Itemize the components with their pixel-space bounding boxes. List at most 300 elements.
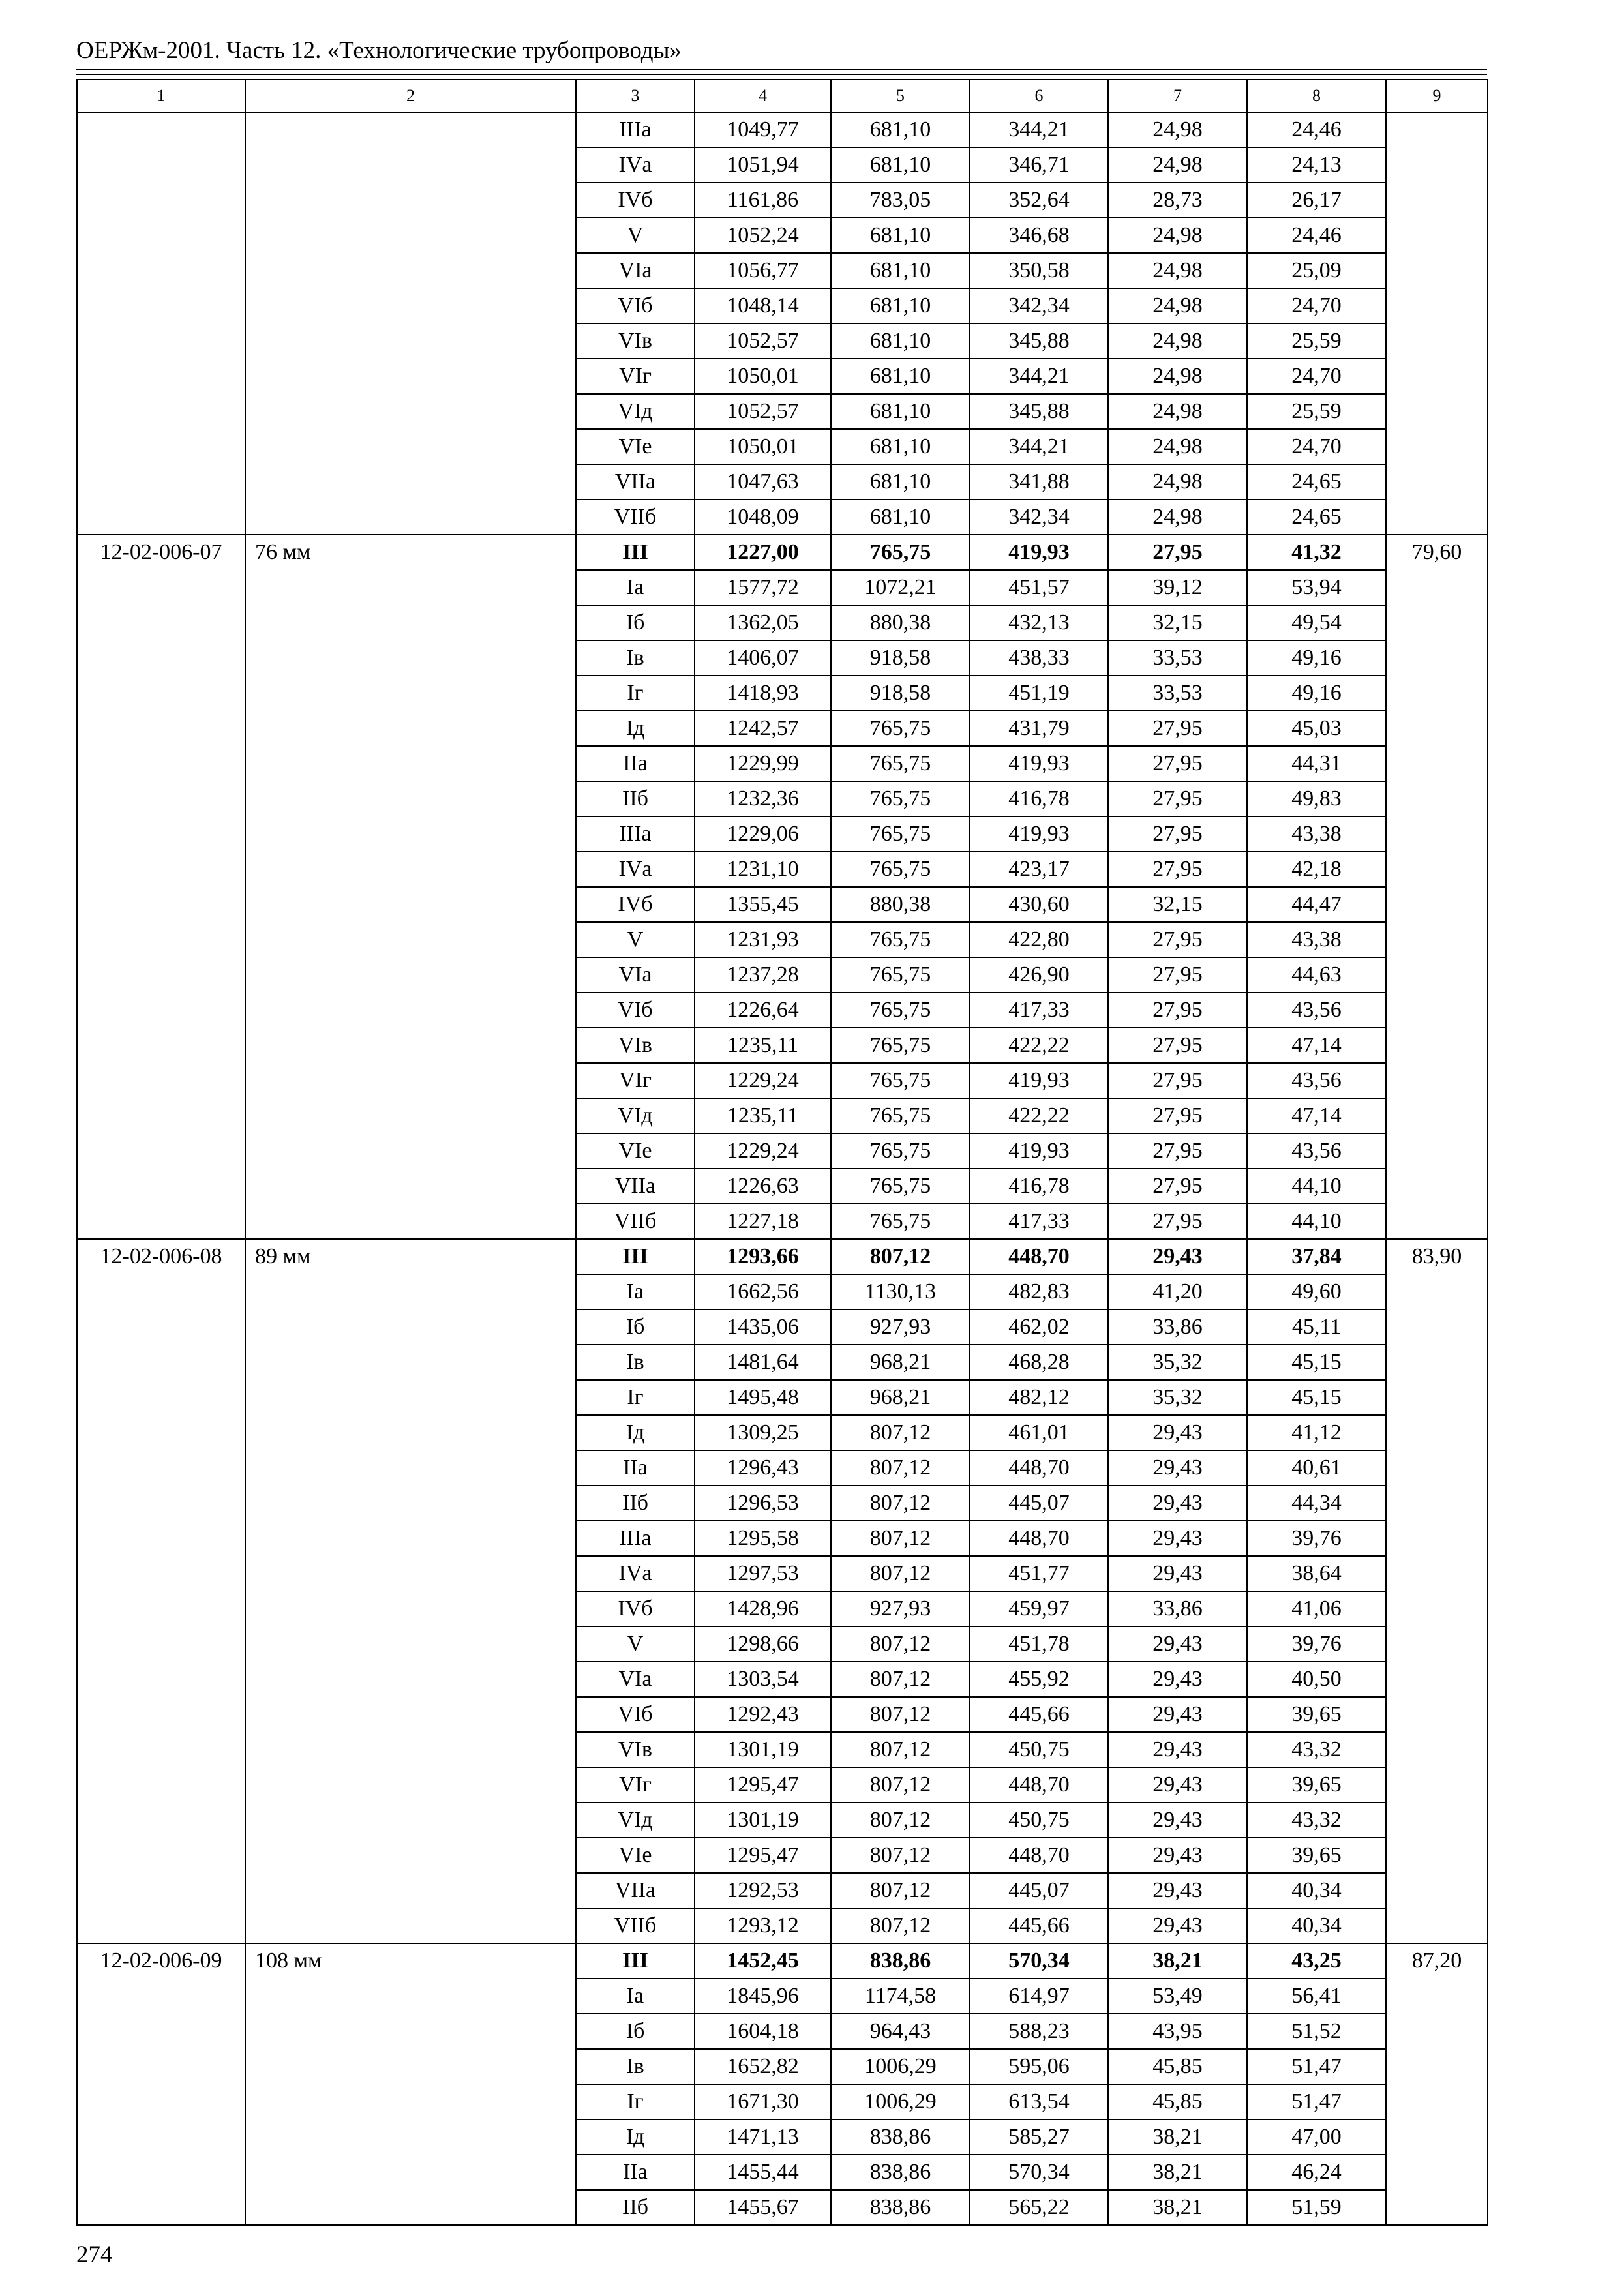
zone-cell: IVб [576, 887, 695, 922]
value-cell: 43,25 [1247, 1943, 1386, 1979]
zone-cell: IVа [576, 1556, 695, 1591]
value-cell: 27,95 [1108, 816, 1247, 852]
column-number-cell: 5 [831, 80, 970, 112]
value-cell: 1355,45 [695, 887, 831, 922]
value-cell: 39,65 [1247, 1697, 1386, 1732]
value-cell: 482,12 [970, 1380, 1108, 1415]
value-cell: 419,93 [970, 1133, 1108, 1169]
value-cell: 39,76 [1247, 1521, 1386, 1556]
value-cell: 681,10 [831, 253, 970, 288]
value-cell: 29,43 [1108, 1415, 1247, 1450]
value-cell: 1227,18 [695, 1204, 831, 1239]
value-cell: 39,65 [1247, 1767, 1386, 1803]
value-cell: 1481,64 [695, 1345, 831, 1380]
value-cell: 43,56 [1247, 1063, 1386, 1098]
value-cell: 32,15 [1108, 887, 1247, 922]
zone-cell: VIа [576, 1662, 695, 1697]
value-cell: 29,43 [1108, 1838, 1247, 1873]
value-cell: 419,93 [970, 1063, 1108, 1098]
header-rule-bottom [76, 74, 1487, 75]
value-cell: 27,95 [1108, 535, 1247, 570]
table-row [77, 535, 1488, 570]
value-cell: 422,22 [970, 1028, 1108, 1063]
value-cell: 43,32 [1247, 1803, 1386, 1838]
value-cell: 1242,57 [695, 711, 831, 746]
value-cell: 27,95 [1108, 852, 1247, 887]
value-cell: 24,70 [1247, 288, 1386, 323]
zone-cell: VIIб [576, 1204, 695, 1239]
value-cell: 51,52 [1247, 2014, 1386, 2049]
zone-cell: Iд [576, 1415, 695, 1450]
value-cell: 1301,19 [695, 1803, 831, 1838]
value-cell: 43,56 [1247, 993, 1386, 1028]
zone-cell: Iд [576, 711, 695, 746]
value-cell: 49,83 [1247, 781, 1386, 816]
zone-cell: IIб [576, 2190, 695, 2225]
value-cell: 588,23 [970, 2014, 1108, 2049]
value-cell: 1452,45 [695, 1943, 831, 1979]
value-cell: 29,43 [1108, 1697, 1247, 1732]
value-cell: 595,06 [970, 2049, 1108, 2084]
value-cell: 35,32 [1108, 1380, 1247, 1415]
value-cell: 27,95 [1108, 781, 1247, 816]
value-cell: 765,75 [831, 1098, 970, 1133]
value-cell: 43,38 [1247, 922, 1386, 957]
value-cell: 450,75 [970, 1803, 1108, 1838]
value-cell: 468,28 [970, 1345, 1108, 1380]
value-cell: 25,09 [1247, 253, 1386, 288]
rate-code-cell: 12-02-006-07 [77, 535, 245, 1239]
value-cell: 24,98 [1108, 464, 1247, 500]
zone-cell: IIа [576, 746, 695, 781]
value-cell: 44,63 [1247, 957, 1386, 993]
zone-cell: VIб [576, 1697, 695, 1732]
value-cell: 565,22 [970, 2190, 1108, 2225]
value-cell: 765,75 [831, 1133, 970, 1169]
value-cell: 1671,30 [695, 2084, 831, 2119]
value-cell: 1048,14 [695, 288, 831, 323]
value-cell: 1455,44 [695, 2155, 831, 2190]
zone-cell: VIа [576, 957, 695, 993]
column-number-cell: 3 [576, 80, 695, 112]
value-cell: 765,75 [831, 922, 970, 957]
value-cell: 1292,53 [695, 1873, 831, 1908]
value-cell: 765,75 [831, 816, 970, 852]
zone-cell: Iд [576, 2119, 695, 2155]
value-cell: 807,12 [831, 1838, 970, 1873]
value-cell: 681,10 [831, 394, 970, 429]
value-cell: 38,21 [1108, 2190, 1247, 2225]
value-cell: 29,43 [1108, 1873, 1247, 1908]
value-cell: 1604,18 [695, 2014, 831, 2049]
value-cell: 417,33 [970, 1204, 1108, 1239]
value-cell: 1577,72 [695, 570, 831, 605]
value-cell: 445,66 [970, 1908, 1108, 1943]
zone-cell: Iб [576, 1309, 695, 1345]
column-number-cell: 8 [1247, 80, 1386, 112]
value-cell: 24,98 [1108, 112, 1247, 147]
value-cell: 585,27 [970, 2119, 1108, 2155]
value-cell: 344,21 [970, 359, 1108, 394]
value-cell: 40,61 [1247, 1450, 1386, 1486]
value-cell: 43,38 [1247, 816, 1386, 852]
value-cell: 32,15 [1108, 605, 1247, 640]
zone-cell: VIб [576, 993, 695, 1028]
value-cell: 24,98 [1108, 323, 1247, 359]
value-cell: 1130,13 [831, 1274, 970, 1309]
value-cell: 40,34 [1247, 1908, 1386, 1943]
value-cell: 26,17 [1247, 183, 1386, 218]
value-cell: 1435,06 [695, 1309, 831, 1345]
value-cell: 765,75 [831, 1204, 970, 1239]
zone-cell: V [576, 1626, 695, 1662]
value-cell: 1006,29 [831, 2084, 970, 2119]
value-cell: 25,59 [1247, 394, 1386, 429]
value-cell: 1292,43 [695, 1697, 831, 1732]
value-cell: 1309,25 [695, 1415, 831, 1450]
zone-cell: VIд [576, 1803, 695, 1838]
value-cell: 29,43 [1108, 1662, 1247, 1697]
table-row [77, 1943, 1488, 1979]
value-cell: 29,43 [1108, 1239, 1247, 1274]
value-cell: 765,75 [831, 781, 970, 816]
value-cell: 807,12 [831, 1767, 970, 1803]
value-cell: 1296,43 [695, 1450, 831, 1486]
value-cell: 1295,47 [695, 1838, 831, 1873]
table-row [77, 1239, 1488, 1274]
value-cell: 44,31 [1247, 746, 1386, 781]
value-cell: 344,21 [970, 112, 1108, 147]
value-cell: 45,15 [1247, 1380, 1386, 1415]
value-cell: 1050,01 [695, 429, 831, 464]
value-cell: 445,07 [970, 1486, 1108, 1521]
value-cell: 807,12 [831, 1908, 970, 1943]
value-cell: 448,70 [970, 1767, 1108, 1803]
header-rule-top [76, 69, 1487, 70]
value-cell: 807,12 [831, 1873, 970, 1908]
value-cell: 29,43 [1108, 1556, 1247, 1591]
value-cell: 33,86 [1108, 1309, 1247, 1345]
zone-cell: IIа [576, 2155, 695, 2190]
value-cell: 419,93 [970, 535, 1108, 570]
value-cell: 1048,09 [695, 500, 831, 535]
value-cell: 1471,13 [695, 2119, 831, 2155]
zone-cell: IVа [576, 147, 695, 183]
value-cell: 416,78 [970, 781, 1108, 816]
page-header: ОЕРЖм-2001. Часть 12. «Технологические трубопроводы» [76, 37, 682, 64]
value-cell: 24,98 [1108, 429, 1247, 464]
value-cell: 1047,63 [695, 464, 831, 500]
value-cell: 918,58 [831, 640, 970, 676]
value-cell: 43,95 [1108, 2014, 1247, 2049]
value-cell: 681,10 [831, 464, 970, 500]
value-cell: 29,43 [1108, 1450, 1247, 1486]
value-cell: 1362,05 [695, 605, 831, 640]
value-cell: 1229,99 [695, 746, 831, 781]
value-cell: 49,16 [1247, 640, 1386, 676]
value-cell: 448,70 [970, 1450, 1108, 1486]
value-cell: 56,41 [1247, 1979, 1386, 2014]
value-cell: 27,95 [1108, 993, 1247, 1028]
value-cell: 1231,10 [695, 852, 831, 887]
value-cell: 24,13 [1247, 147, 1386, 183]
column-9-cell: 87,20 [1386, 1943, 1488, 2225]
value-cell: 681,10 [831, 112, 970, 147]
value-cell: 461,01 [970, 1415, 1108, 1450]
value-cell: 24,98 [1108, 394, 1247, 429]
value-cell: 1298,66 [695, 1626, 831, 1662]
value-cell: 27,95 [1108, 1063, 1247, 1098]
value-cell: 1296,53 [695, 1486, 831, 1521]
value-cell: 1652,82 [695, 2049, 831, 2084]
value-cell: 45,85 [1108, 2084, 1247, 2119]
zone-cell: VIв [576, 323, 695, 359]
value-cell: 29,43 [1108, 1626, 1247, 1662]
value-cell: 765,75 [831, 957, 970, 993]
value-cell: 1455,67 [695, 2190, 831, 2225]
zone-cell: Iб [576, 2014, 695, 2049]
value-cell: 448,70 [970, 1838, 1108, 1873]
pipe-size-cell: 76 мм [245, 535, 576, 1239]
column-number-cell: 9 [1386, 80, 1488, 112]
value-cell: 41,12 [1247, 1415, 1386, 1450]
zone-cell: Iг [576, 2084, 695, 2119]
zone-cell: IIIа [576, 1521, 695, 1556]
value-cell: 765,75 [831, 1169, 970, 1204]
value-cell: 1495,48 [695, 1380, 831, 1415]
value-cell: 1006,29 [831, 2049, 970, 2084]
value-cell: 49,60 [1247, 1274, 1386, 1309]
value-cell: 807,12 [831, 1556, 970, 1591]
value-cell: 570,34 [970, 1943, 1108, 1979]
value-cell: 47,00 [1247, 2119, 1386, 2155]
value-cell: 41,20 [1108, 1274, 1247, 1309]
value-cell: 423,17 [970, 852, 1108, 887]
value-cell: 45,85 [1108, 2049, 1247, 2084]
value-cell: 1297,53 [695, 1556, 831, 1591]
value-cell: 47,14 [1247, 1028, 1386, 1063]
value-cell: 448,70 [970, 1239, 1108, 1274]
column-number-cell: 6 [970, 80, 1108, 112]
value-cell: 482,83 [970, 1274, 1108, 1309]
value-cell: 25,59 [1247, 323, 1386, 359]
value-cell: 35,32 [1108, 1345, 1247, 1380]
page-number: 274 [76, 2241, 113, 2268]
value-cell: 51,59 [1247, 2190, 1386, 2225]
value-cell: 33,86 [1108, 1591, 1247, 1626]
value-cell: 46,24 [1247, 2155, 1386, 2190]
value-cell: 807,12 [831, 1450, 970, 1486]
value-cell: 1662,56 [695, 1274, 831, 1309]
zone-cell: III [576, 1943, 695, 1979]
value-cell: 44,10 [1247, 1169, 1386, 1204]
zone-cell: VIв [576, 1732, 695, 1767]
value-cell: 29,43 [1108, 1486, 1247, 1521]
zone-cell: VIе [576, 429, 695, 464]
value-cell: 445,66 [970, 1697, 1108, 1732]
value-cell: 1072,21 [831, 570, 970, 605]
value-cell: 614,97 [970, 1979, 1108, 2014]
value-cell: 445,07 [970, 1873, 1108, 1908]
value-cell: 1229,06 [695, 816, 831, 852]
zone-cell: Iа [576, 1274, 695, 1309]
value-cell: 1227,00 [695, 535, 831, 570]
value-cell: 24,98 [1108, 147, 1247, 183]
value-cell: 27,95 [1108, 746, 1247, 781]
value-cell: 431,79 [970, 711, 1108, 746]
value-cell: 783,05 [831, 183, 970, 218]
value-cell: 1052,24 [695, 218, 831, 253]
value-cell: 968,21 [831, 1380, 970, 1415]
value-cell: 24,98 [1108, 253, 1247, 288]
value-cell: 27,95 [1108, 1169, 1247, 1204]
value-cell: 37,84 [1247, 1239, 1386, 1274]
value-cell: 28,73 [1108, 183, 1247, 218]
value-cell: 24,98 [1108, 359, 1247, 394]
column-number-cell: 7 [1108, 80, 1247, 112]
value-cell: 432,13 [970, 605, 1108, 640]
value-cell: 1161,86 [695, 183, 831, 218]
value-cell: 681,10 [831, 218, 970, 253]
value-cell: 1056,77 [695, 253, 831, 288]
value-cell: 47,14 [1247, 1098, 1386, 1133]
value-cell: 927,93 [831, 1309, 970, 1345]
value-cell: 450,75 [970, 1732, 1108, 1767]
value-cell: 613,54 [970, 2084, 1108, 2119]
value-cell: 807,12 [831, 1732, 970, 1767]
zone-cell: III [576, 1239, 695, 1274]
value-cell: 807,12 [831, 1662, 970, 1697]
value-cell: 448,70 [970, 1521, 1108, 1556]
zone-cell: IIб [576, 1486, 695, 1521]
zone-cell: VIг [576, 1767, 695, 1803]
zone-cell: IVа [576, 852, 695, 887]
zone-cell: VIд [576, 394, 695, 429]
value-cell: 24,98 [1108, 500, 1247, 535]
zone-cell: V [576, 218, 695, 253]
value-cell: 1418,93 [695, 676, 831, 711]
value-cell: 807,12 [831, 1239, 970, 1274]
value-cell: 422,80 [970, 922, 1108, 957]
value-cell: 417,33 [970, 993, 1108, 1028]
value-cell: 344,21 [970, 429, 1108, 464]
value-cell: 1295,47 [695, 1767, 831, 1803]
value-cell: 1237,28 [695, 957, 831, 993]
value-cell: 29,43 [1108, 1732, 1247, 1767]
value-cell: 1231,93 [695, 922, 831, 957]
value-cell: 419,93 [970, 816, 1108, 852]
value-cell: 24,70 [1247, 359, 1386, 394]
value-cell: 807,12 [831, 1486, 970, 1521]
value-cell: 807,12 [831, 1415, 970, 1450]
value-cell: 807,12 [831, 1521, 970, 1556]
zone-cell: VIг [576, 1063, 695, 1098]
zone-cell: IIб [576, 781, 695, 816]
value-cell: 765,75 [831, 535, 970, 570]
value-cell: 38,21 [1108, 2155, 1247, 2190]
value-cell: 345,88 [970, 394, 1108, 429]
zone-cell: VIе [576, 1133, 695, 1169]
column-number-row [77, 80, 1488, 112]
value-cell: 342,34 [970, 288, 1108, 323]
value-cell: 39,76 [1247, 1626, 1386, 1662]
value-cell: 1052,57 [695, 394, 831, 429]
rate-code-cell: 12-02-006-08 [77, 1239, 245, 1943]
value-cell: 1229,24 [695, 1063, 831, 1098]
zone-cell: IVб [576, 1591, 695, 1626]
rate-code-cell: 12-02-006-09 [77, 1943, 245, 2225]
value-cell: 570,34 [970, 2155, 1108, 2190]
value-cell: 765,75 [831, 711, 970, 746]
zone-cell: VIе [576, 1838, 695, 1873]
value-cell: 416,78 [970, 1169, 1108, 1204]
value-cell: 451,57 [970, 570, 1108, 605]
value-cell: 345,88 [970, 323, 1108, 359]
value-cell: 49,54 [1247, 605, 1386, 640]
value-cell: 1232,36 [695, 781, 831, 816]
zone-cell: Iв [576, 1345, 695, 1380]
value-cell: 43,32 [1247, 1732, 1386, 1767]
value-cell: 350,58 [970, 253, 1108, 288]
value-cell: 44,10 [1247, 1204, 1386, 1239]
value-cell: 1050,01 [695, 359, 831, 394]
value-cell: 29,43 [1108, 1767, 1247, 1803]
value-cell: 681,10 [831, 429, 970, 464]
value-cell: 346,68 [970, 218, 1108, 253]
value-cell: 45,03 [1247, 711, 1386, 746]
value-cell: 27,95 [1108, 957, 1247, 993]
value-cell: 880,38 [831, 605, 970, 640]
zone-cell: V [576, 922, 695, 957]
value-cell: 1229,24 [695, 1133, 831, 1169]
rates-table [76, 79, 1488, 2226]
value-cell: 1293,66 [695, 1239, 831, 1274]
zone-cell: VIг [576, 359, 695, 394]
value-cell: 807,12 [831, 1626, 970, 1662]
column-9-cell [1386, 112, 1488, 535]
value-cell: 765,75 [831, 993, 970, 1028]
value-cell: 455,92 [970, 1662, 1108, 1697]
value-cell: 29,43 [1108, 1908, 1247, 1943]
value-cell: 1428,96 [695, 1591, 831, 1626]
value-cell: 38,21 [1108, 1943, 1247, 1979]
value-cell: 33,53 [1108, 676, 1247, 711]
value-cell: 24,65 [1247, 464, 1386, 500]
pipe-size-cell [245, 112, 576, 535]
value-cell: 24,70 [1247, 429, 1386, 464]
value-cell: 765,75 [831, 1028, 970, 1063]
value-cell: 838,86 [831, 2190, 970, 2225]
value-cell: 807,12 [831, 1697, 970, 1732]
value-cell: 1049,77 [695, 112, 831, 147]
value-cell: 438,33 [970, 640, 1108, 676]
value-cell: 451,77 [970, 1556, 1108, 1591]
value-cell: 430,60 [970, 887, 1108, 922]
value-cell: 1226,64 [695, 993, 831, 1028]
value-cell: 807,12 [831, 1803, 970, 1838]
value-cell: 422,22 [970, 1098, 1108, 1133]
value-cell: 681,10 [831, 500, 970, 535]
value-cell: 765,75 [831, 1063, 970, 1098]
value-cell: 42,18 [1247, 852, 1386, 887]
value-cell: 681,10 [831, 323, 970, 359]
value-cell: 1406,07 [695, 640, 831, 676]
value-cell: 1845,96 [695, 1979, 831, 2014]
zone-cell: IIа [576, 1450, 695, 1486]
value-cell: 1051,94 [695, 147, 831, 183]
value-cell: 968,21 [831, 1345, 970, 1380]
value-cell: 38,64 [1247, 1556, 1386, 1591]
